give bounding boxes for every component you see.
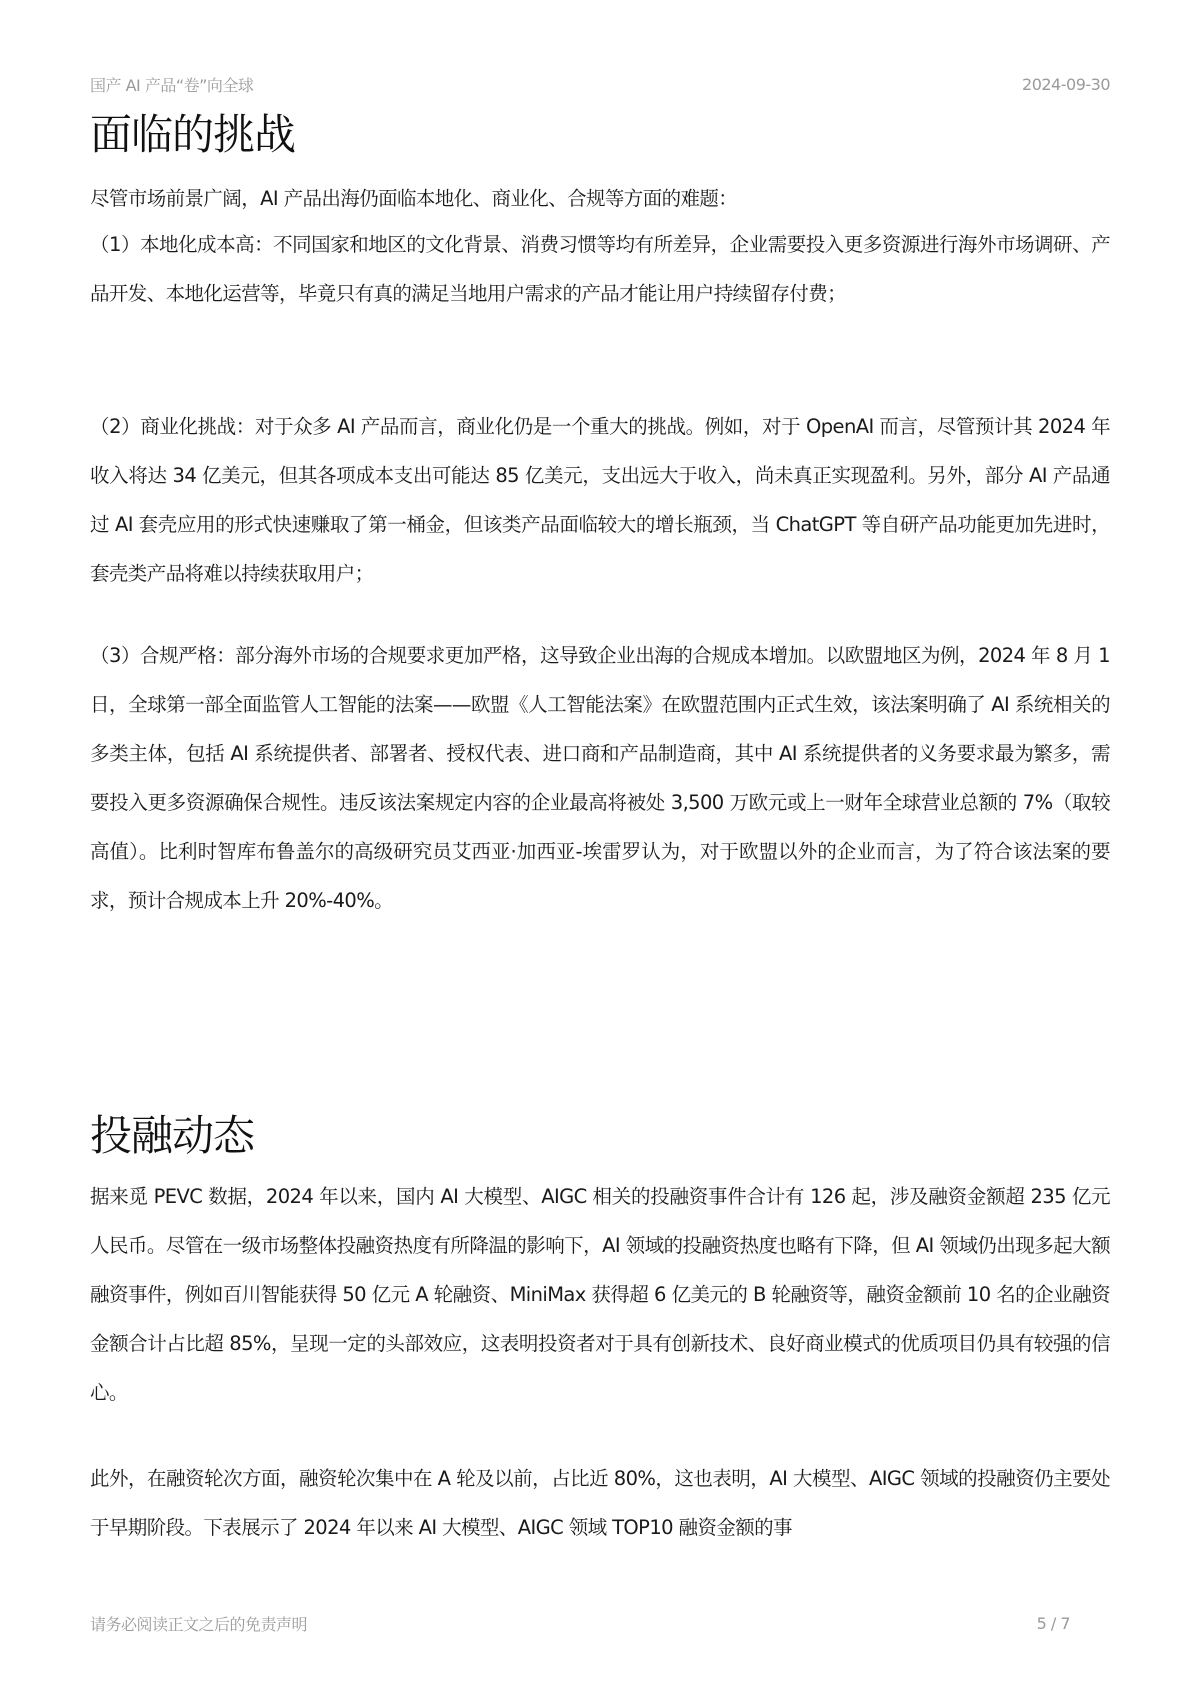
- footer-disclaimer: 请务必阅读正文之后的免责声明: [90, 1614, 308, 1634]
- paragraph-localization-cost: （1）本地化成本高：不同国家和地区的文化背景、消费习惯等均有所差异，企业需要投入更多资源进行海外市场调研、产品开发、本地化运营等，毕竟只有真的满足当地用户需求的产品才能让用户持续留存付费；: [90, 233, 1110, 305]
- paragraph-challenges-intro: 尽管市场前景广阔，AI 产品出海仍面临本地化、商业化、合规等方面的难题：: [90, 187, 738, 210]
- section-title-challenges: 面临的挑战: [90, 110, 296, 159]
- page-footer: [90, 1611, 1070, 1635]
- header-date: 2024-09-30: [1022, 74, 1110, 94]
- header-doc-title: 国产 AI 产品“卷”向全球: [90, 75, 254, 95]
- paragraph-funding-rounds: 此外，在融资轮次方面，融资轮次集中在 A 轮及以前，占比近 80%，这也表明，AI 大模型、AIGC 领域的投融资仍主要处于早期阶段。下表展示了 2024 年以来 AI 大模型、AIGC 领域 TOP10 融资金额的事: [90, 1467, 1110, 1539]
- paragraph-investment-overview: 据来觅 PEVC 数据，2024 年以来，国内 AI 大模型、AIGC 相关的投融资事件合计有 126 起，涉及融资金额超 235 亿元人民币。尽管在一级市场整体投融资热度有所降温的影响下，AI 领域的投融资热度也略有下降，但 AI 领域仍出现多起大额融资事件，例如百川智能获得 50 亿元 A 轮融资、MiniMax 获得超 6 亿美元的 B 轮融资等，融资金额前 10 名的企业融资金额合计占比超 85%，呈现一定的头部效应，这表明投资者对于具有创新技术、良好商业模式的优质项目仍具有较强的信心。: [90, 1185, 1110, 1404]
- page-header: [90, 72, 1110, 96]
- paragraph-commercialization: （2）商业化挑战：对于众多 AI 产品而言，商业化仍是一个重大的挑战。例如，对于 OpenAI 而言，尽管预计其 2024 年收入将达 34 亿美元，但其各项成本支出可能达 85 亿美元，支出远大于收入，尚未真正实现盈利。另外，部分 AI 产品通过 AI 套壳应用的形式快速赚取了第一桶金，但该类产品面临较大的增长瓶颈，当 ChatGPT 等自研产品功能更加先进时，套壳类产品将难以持续获取用户；: [90, 415, 1110, 585]
- section-title-investment: 投融动态: [90, 1111, 255, 1160]
- footer-page-number: 5 / 7: [1036, 1613, 1070, 1633]
- paragraph-compliance: （3）合规严格：部分海外市场的合规要求更加严格，这导致企业出海的合规成本增加。以欧盟地区为例，2024 年 8 月 1 日，全球第一部全面监管人工智能的法案——欧盟《人工智能法案》在欧盟范围内正式生效，该法案明确了 AI 系统相关的多类主体，包括 AI 系统提供者、部署者、授权代表、进口商和产品制造商，其中 AI 系统提供者的义务要求最为繁多，需要投入更多资源确保合规性。违反该法案规定内容的企业最高将被处 3,500 万欧元或上一财年全球营业总额的 7%（取较高值）。比利时智库布鲁盖尔的高级研究员艾西亚·加西亚-埃雷罗认为，对于欧盟以外的企业而言，为了符合该法案的要求，预计合规成本上升 20%-40%。: [90, 644, 1110, 912]
